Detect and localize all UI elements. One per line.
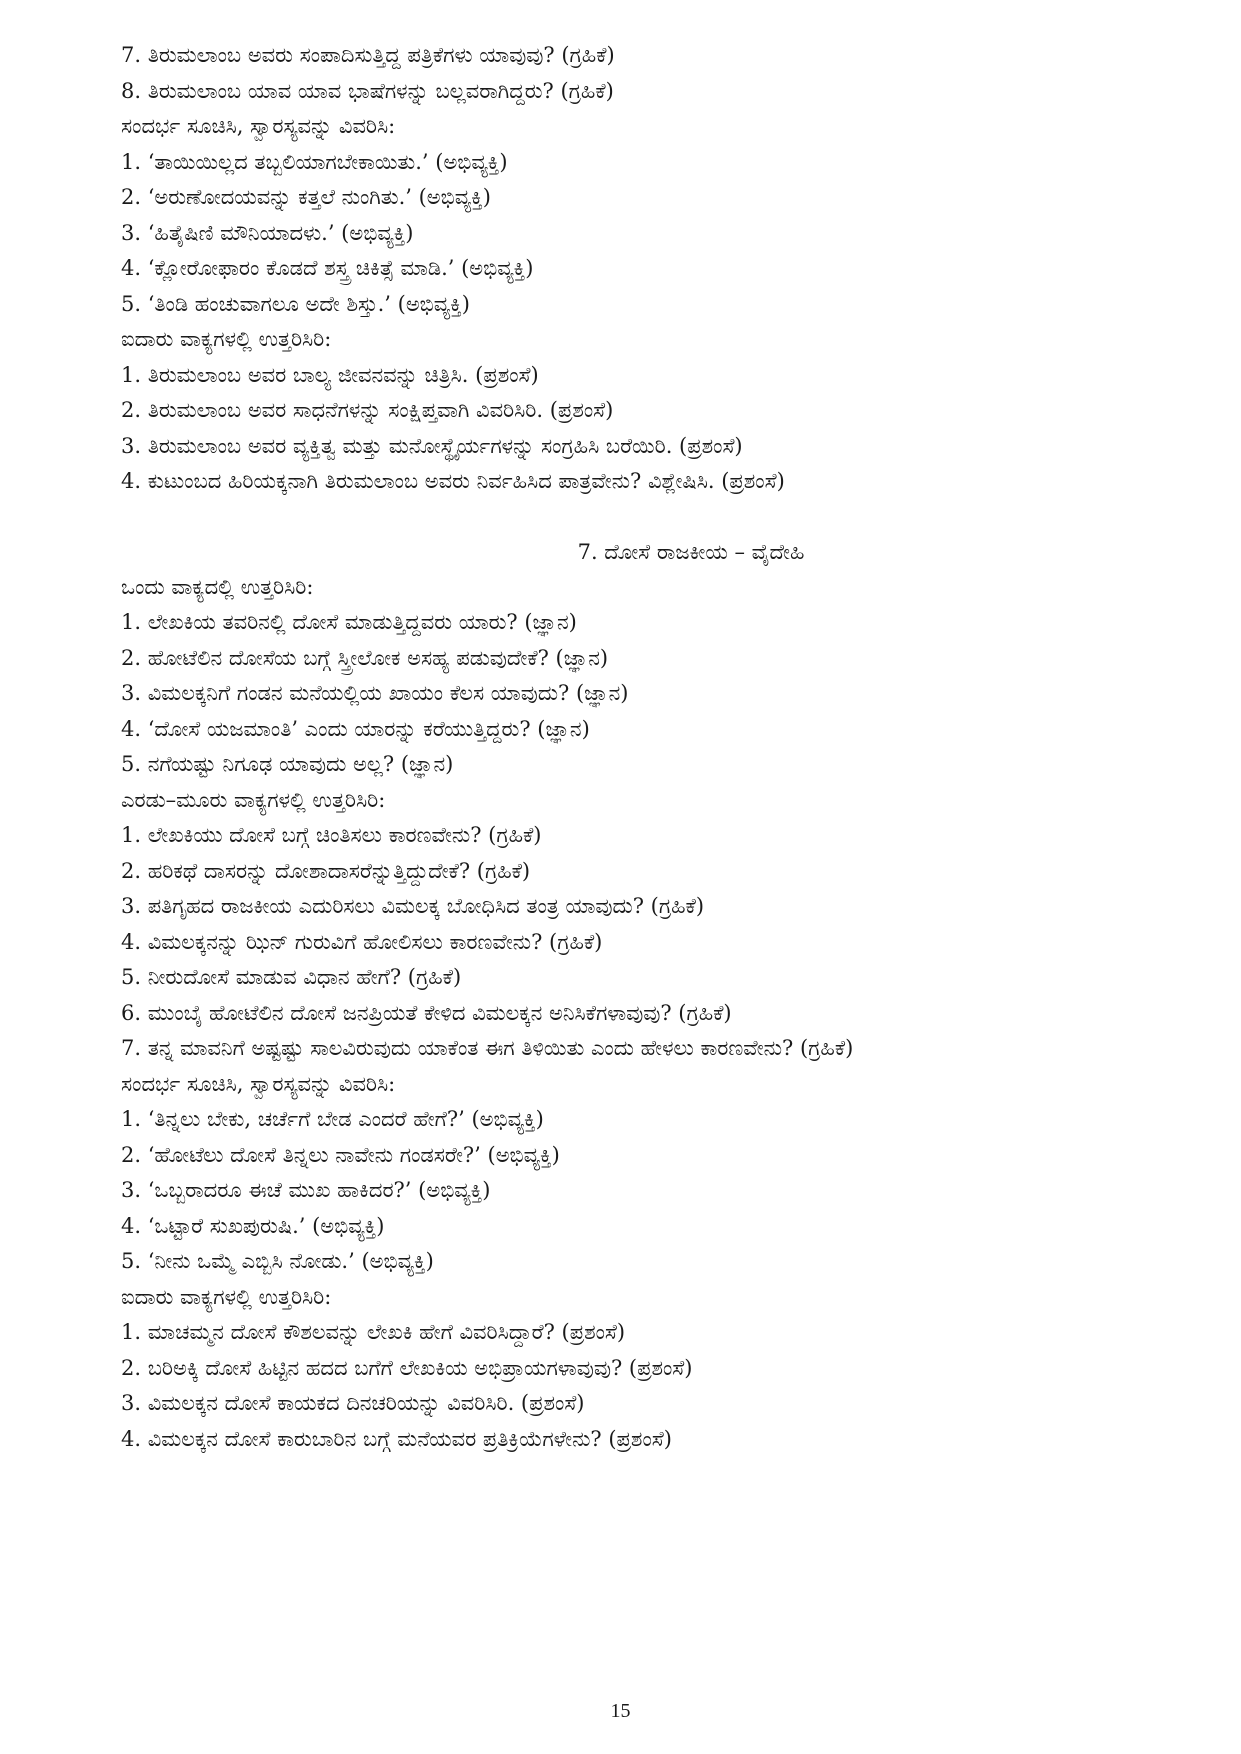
chapter-title: 7. ದೋಸೆ ರಾಜಕೀಯ – ವೈದೇಹಿ [577,539,805,564]
question-line: ಒಂದು ವಾಕ್ಯದಲ್ಲಿ ಉತ್ತರಿಸಿರಿ: [121,574,314,599]
question-line: 5. ನಗೆಯಷ್ಟು ನಿಗೂಢ ಯಾವುದು ಅಲ್ಲ? (ಜ್ಞಾನ) [121,752,454,776]
question-line: 3. ಪತಿಗೃಹದ ರಾಜಕೀಯ ಎದುರಿಸಲು ವಿಮಲಕ್ಕ ಬೋಧಿಸಿದ ತಂತ್ರ ಯಾವುದು? (ಗ್ರಹಿಕೆ) [121,894,705,918]
page-number: 15 [610,1700,631,1722]
question-line: 4. ‘ದೋಸೆ ಯಜಮಾಂತಿ’ ಎಂದು ಯಾರನ್ನು ಕರೆಯುತ್ತಿದ್ದರು? (ಜ್ಞಾನ) [121,716,590,741]
question-line: 3. ‘ಒಬ್ಬರಾದರೂ ಈಚೆ ಮುಖ ಹಾಕಿದರ?’ (ಅಭಿವ್ಯಕ್ತಿ) [121,1178,491,1202]
question-line: 2. ತಿರುಮಲಾಂಬ ಅವರ ಸಾಧನೆಗಳನ್ನು ಸಂಕ್ಷಿಪ್ತವಾಗಿ ವಿವರಿಸಿರಿ. (ಪ್ರಶಂಸೆ) [121,398,614,422]
question-line: 4. ‘ಒಟ್ಟಾರೆ ಸುಖಪುರುಷಿ.’ (ಅಭಿವ್ಯಕ್ತಿ) [121,1213,385,1238]
question-line: ಐದಾರು ವಾಕ್ಯಗಳಲ್ಲಿ ಉತ್ತರಿಸಿರಿ: [121,327,332,351]
question-line: ಐದಾರು ವಾಕ್ಯಗಳಲ್ಲಿ ಉತ್ತರಿಸಿರಿ: [121,1284,332,1309]
question-line: 2. ‘ಅರುಣೋದಯವನ್ನು ಕತ್ತಲೆ ನುಂಗಿತು.’ (ಅಭಿವ್ಯಕ್ತಿ) [121,185,491,209]
question-line: 1. ಲೇಖಕಿಯ ತವರಿನಲ್ಲಿ ದೋಸೆ ಮಾಡುತ್ತಿದ್ದವರು ಯಾರು? (ಜ್ಞಾನ) [121,610,577,634]
question-line: 4. ‘ಕ್ಲೋರೋಫಾರಂ ಕೊಡದೆ ಶಸ್ತ್ರ ಚಿಕಿತ್ಸೆ ಮಾಡಿ.’ (ಅಭಿವ್ಯಕ್ತಿ) [121,256,534,280]
question-line: 2. ಹರಿಕಥೆ ದಾಸರನ್ನು ದೋಶಾದಾಸರೆನ್ನುತ್ತಿದ್ದುದೇಕೆ? (ಗ್ರಹಿಕೆ) [121,858,531,883]
question-line: 4. ಕುಟುಂಬದ ಹಿರಿಯಕ್ಕನಾಗಿ ತಿರುಮಲಾಂಬ ಅವರು ನಿರ್ವಹಿಸಿದ ಪಾತ್ರವೇನು? ವಿಶ್ಲೇಷಿಸಿ. (ಪ್ರಶಂಸೆ) [121,469,785,493]
previous-chapter-questions [121,38,1121,500]
question-line: ಸಂದರ್ಭ ಸೂಚಿಸಿ, ಸ್ವಾರಸ್ಯವನ್ನು ವಿವರಿಸಿ: [121,1071,396,1096]
question-line: 5. ‘ನೀನು ಒಮ್ಮೆ ಎಬ್ಬಿಸಿ ನೋಡು.’ (ಅಭಿವ್ಯಕ್ತಿ) [121,1249,434,1273]
question-line: 3. ವಿಮಲಕ್ಕನಿಗೆ ಗಂಡನ ಮನೆಯಲ್ಲಿಯ ಖಾಯಂ ಕೆಲಸ ಯಾವುದು? (ಜ್ಞಾನ) [121,681,629,705]
section-gap [121,500,1121,534]
question-line: 2. ‘ಹೋಟೆಲು ದೋಸೆ ತಿನ್ನಲು ನಾವೇನು ಗಂಡಸರೇ?’ (ಅಭಿವ್ಯಕ್ತಿ) [121,1142,560,1167]
question-line: 1. ತಿರುಮಲಾಂಬ ಅವರ ಬಾಲ್ಯ ಜೀವನವನ್ನು ಚಿತ್ರಿಸಿ. (ಪ್ರಶಂಸೆ) [121,362,539,387]
question-line: 7. ತನ್ನ ಮಾವನಿಗೆ ಅಷ್ಟಷ್ಟು ಸಾಲವಿರುವುದು ಯಾಕೆಂತ ಈಗ ತಿಳಿಯಿತು ಎಂದು ಹೇಳಲು ಕಾರಣವೇನು? (ಗ್ರಹಿಕೆ) [121,1036,854,1060]
question-line: 1. ‘ತಿನ್ನಲು ಬೇಕು, ಚರ್ಚೆಗೆ ಬೇಡ ಎಂದರೆ ಹೇಗೆ?’ (ಅಭಿವ್ಯಕ್ತಿ) [121,1107,544,1131]
question-line: 4. ವಿಮಲಕ್ಕನ ದೋಸೆ ಕಾರುಬಾರಿನ ಬಗ್ಗೆ ಮನೆಯವರ ಪ್ರತಿಕ್ರಿಯೆಗಳೇನು? (ಪ್ರಶಂಸೆ) [121,1426,672,1451]
question-line: 4. ವಿಮಲಕ್ಕನನ್ನು ಝಿನ್ ಗುರುವಿಗೆ ಹೋಲಿಸಲು ಕಾರಣವೇನು? (ಗ್ರಹಿಕೆ) [121,929,603,954]
question-line: 1. ಲೇಖಕಿಯು ದೋಸೆ ಬಗ್ಗೆ ಚಿಂತಿಸಲು ಕಾರಣವೇನು? (ಗ್ರಹಿಕೆ) [121,823,542,847]
question-line: 1. ‘ತಾಯಿಯಿಲ್ಲದ ತಬ್ಬಲಿಯಾಗಬೇಕಾಯಿತು.’ (ಅಭಿವ್ಯಕ್ತಿ) [121,149,508,174]
question-line: 2. ಹೋಟೆಲಿನ ದೋಸೆಯ ಬಗ್ಗೆ ಸ್ತ್ರೀಲೋಕ ಅಸಹ್ಯ ಪಡುವುದೇಕೆ? (ಜ್ಞಾನ) [121,645,609,670]
document-page [121,38,1121,1457]
question-line: 3. ‘ಹಿತೈಷಿಣಿ ಮೌನಿಯಾದಳು.’ (ಅಭಿವ್ಯಕ್ತಿ) [121,220,414,245]
question-line: 8. ತಿರುಮಲಾಂಬ ಯಾವ ಯಾವ ಭಾಷೆಗಳನ್ನು ಬಲ್ಲವರಾಗಿದ್ದರು? (ಗ್ರಹಿಕೆ) [121,78,614,103]
question-line: 1. ಮಾಚಮ್ಮನ ದೋಸೆ ಕೌಶಲವನ್ನು ಲೇಖಕಿ ಹೇಗೆ ವಿವರಿಸಿದ್ದಾರೆ? (ಪ್ರಶಂಸೆ) [121,1320,626,1344]
question-line: 6. ಮುಂಬೈ ಹೋಟೆಲಿನ ದೋಸೆ ಜನಪ್ರಿಯತೆ ಕೇಳಿದ ವಿಮಲಕ್ಕನ ಅನಿಸಿಕೆಗಳಾವುವು? (ಗ್ರಹಿಕೆ) [121,1000,732,1025]
question-line: ಎರಡು–ಮೂರು ವಾಕ್ಯಗಳಲ್ಲಿ ಉತ್ತರಿಸಿರಿ: [121,787,386,812]
question-line: 5. ನೀರುದೋಸೆ ಮಾಡುವ ವಿಧಾನ ಹೇಗೆ? (ಗ್ರಹಿಕೆ) [121,965,462,989]
question-line: ಸಂದರ್ಭ ಸೂಚಿಸಿ, ಸ್ವಾರಸ್ಯವನ್ನು ವಿವರಿಸಿ: [121,114,396,138]
question-line: 3. ವಿಮಲಕ್ಕನ ದೋಸೆ ಕಾಯಕದ ದಿನಚರಿಯನ್ನು ವಿವರಿಸಿರಿ. (ಪ್ರಶಂಸೆ) [121,1391,585,1415]
question-line: 7. ತಿರುಮಲಾಂಬ ಅವರು ಸಂಪಾದಿಸುತ್ತಿದ್ದ ಪತ್ರಿಕೆಗಳು ಯಾವುವು? (ಗ್ರಹಿಕೆ) [121,43,615,67]
question-line: 5. ‘ತಿಂಡಿ ಹಂಚುವಾಗಲೂ ಅದೇ ಶಿಸ್ತು.’ (ಅಭಿವ್ಯಕ್ತಿ) [121,291,470,316]
question-line: 3. ತಿರುಮಲಾಂಬ ಅವರ ವ್ಯಕ್ತಿತ್ವ ಮತ್ತು ಮನೋಸ್ಥೈರ್ಯಗಳನ್ನು ಸಂಗ್ರಹಿಸಿ ಬರೆಯಿರಿ. (ಪ್ರಶಂಸೆ) [121,433,743,458]
chapter-questions [121,570,1121,1458]
question-line: 2. ಬರಿಅಕ್ಕಿ ದೋಸೆ ಹಿಟ್ಟಿನ ಹದದ ಬಗೆಗೆ ಲೇಖಕಿಯ ಅಭಿಪ್ರಾಯಗಳಾವುವು? (ಪ್ರಶಂಸೆ) [121,1355,693,1380]
